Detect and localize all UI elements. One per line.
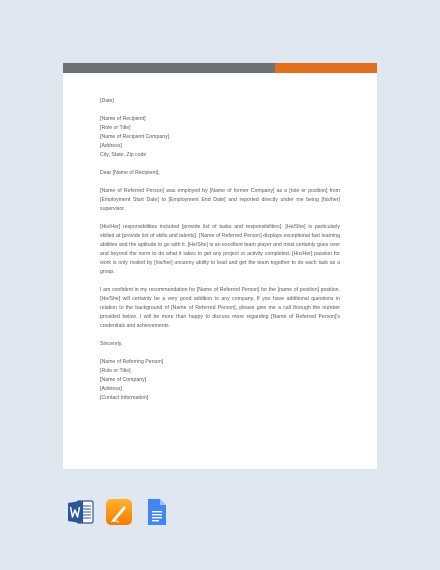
- letter-content: [100, 97, 340, 403]
- header-bar-orange: [275, 63, 377, 73]
- paragraph-responsibilities: [His/Her] responsibilities included [provide list of tasks and responsibilities]. [He/She] is particularly skilled at [provide list of skills and talents]. [Name of Referred Person] displays exceptional fast learning abilities and the aptitude to go with it. [He/She] is an excellent team player and most certainly goes over and beyond the norm to do what it takes to get any project or activity completed. [His/Her] passion for work is only rivaled by [his/her] uncanny ability to lead and get the team together to do each task as a group.: [100, 224, 340, 275]
- app-icons: [68, 499, 170, 525]
- letter-page: [63, 63, 377, 469]
- recipient-name: [Name of Recipient]: [100, 116, 146, 122]
- signature-address: [Address]: [100, 386, 122, 392]
- recipient-company: [Name of Recipient Company]: [100, 134, 170, 140]
- letter-date: [Date]: [100, 98, 114, 104]
- paragraph-recommendation: I am confident in my recommendation for [Name of Referred Person] for the [name of position] position. [He/She] will certainly be a very good addition to any company. If you have additional questions in relation to the background of [Name of Referred Person], please give me a call through the number provided below. I will be more than happy to discuss more regarding [Name of Referred Person]'s credentials and achievements.: [100, 287, 340, 329]
- signature-role: [Role or Title]: [100, 368, 131, 374]
- paragraph-employment: [Name of Referred Person] was employed by [Name of former Company] as a [role or position] from [Employment Start Date] to [Employment End Date] and reported directly under me being [his/her] supervisor.: [100, 188, 340, 212]
- pages-icon[interactable]: [106, 499, 132, 525]
- header-bar: [63, 63, 377, 73]
- word-icon[interactable]: [68, 499, 94, 525]
- header-bar-gray: [63, 63, 275, 73]
- signature-contact: [Contact Information]: [100, 395, 149, 401]
- salutation: Dear [Name of Recipient],: [100, 170, 160, 176]
- google-docs-icon[interactable]: [144, 499, 170, 525]
- recipient-city: City, State, Zip code: [100, 152, 147, 158]
- closing: Sincerely,: [100, 341, 123, 347]
- signature-company: [Name of Company]: [100, 377, 147, 383]
- signature-name: [Name of Referring Person]: [100, 359, 164, 365]
- recipient-role: [Role or Title]: [100, 125, 131, 131]
- recipient-address: [Address]: [100, 143, 122, 149]
